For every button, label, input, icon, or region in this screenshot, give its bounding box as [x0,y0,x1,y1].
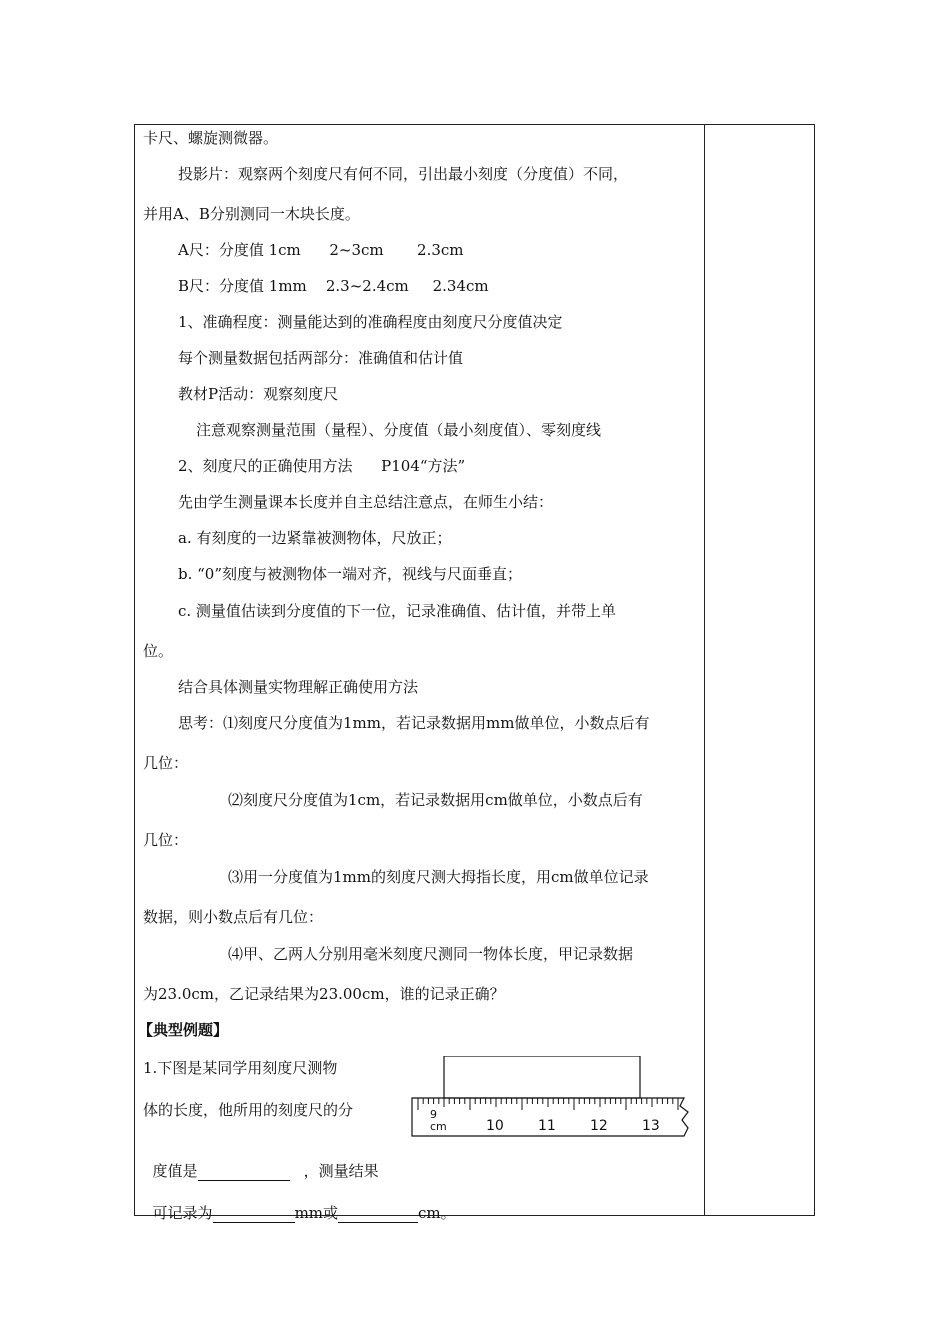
answer-blank[interactable] [213,1206,295,1223]
section-title: 【典型例题】 [138,1021,229,1039]
text-line: 2、刻度尺的正确使用方法 P104“方法” [178,457,466,475]
ruler-unit-label: cm [430,1120,447,1133]
text-line: 并用A、B分别测同一木块长度。 [143,205,360,223]
text-line: a. 有刻度的一边紧靠被测物体，尺放正； [178,529,452,547]
text-line: 几位： [143,831,189,849]
ruler-label-12: 12 [590,1118,608,1134]
text-line: 1、准确程度：测量能达到的准确程度由刻度尺分度值决定 [178,313,563,331]
example-line: 体的长度，他所用的刻度尺的分 [143,1101,354,1119]
example-line [143,1183,456,1223]
example-text: mm或 [294,1204,339,1222]
text-line: A尺：分度值 1cm 2~3cm 2.3cm [178,241,464,259]
ruler-figure [404,1056,704,1146]
text-line: 为23.0cm，乙记录结果为23.00cm，谁的记录正确？ [143,985,505,1003]
ruler-start-label: 9 [430,1108,437,1121]
text-line: 几位： [143,754,189,772]
example-text: 度值是 [152,1162,198,1180]
example-text: ，测量结果 [303,1162,379,1180]
measured-block [444,1056,640,1098]
text-line: ⑵刻度尺分度值为1cm，若记录数据用cm做单位，小数点后有 [228,791,643,809]
text-line: 位。 [143,642,174,660]
text-line: ⑶用一分度值为1mm的刻度尺测大拇指长度，用cm做单位记录 [228,868,649,886]
column-divider [704,124,705,1216]
ruler-label-13: 13 [642,1118,660,1134]
example-text: cm。 [418,1204,456,1222]
text-line: b. “0”刻度与被测物体一端对齐，视线与尺面垂直； [178,565,523,583]
text-line: 先由学生测量课本长度并自主总结注意点，在师生小结： [178,493,554,511]
ruler-label-11: 11 [538,1118,556,1134]
example-line: 1.下图是某同学用刻度尺测物 [143,1059,338,1077]
text-line: 卡尺、螺旋测微器。 [143,129,279,147]
ruler-label-10: 10 [486,1118,504,1134]
text-line: B尺：分度值 1mm 2.3~2.4cm 2.34cm [178,277,489,295]
ruler-ticks [418,1098,678,1110]
answer-blank[interactable] [338,1206,418,1223]
text-line: 注意观察测量范围（量程）、分度值（最小刻度值）、零刻度线 [196,421,602,439]
text-line: 投影片：观察两个刻度尺有何不同，引出最小刻度（分度值）不同， [178,165,629,183]
example-text: 可记录为 [152,1204,213,1222]
answer-blank[interactable] [198,1164,290,1181]
text-line: 数据，则小数点后有几位： [143,908,324,926]
text-line: 每个测量数据包括两部分：准确值和估计值 [178,349,464,367]
text-line: c. 测量值估读到分度值的下一位，记录准确值、估计值，并带上单 [178,602,616,620]
text-line: 思考：⑴刻度尺分度值为1mm，若记录数据用mm做单位，小数点后有 [178,714,650,732]
text-line: 结合具体测量实物理解正确使用方法 [178,678,419,696]
text-line: 教材P活动：观察刻度尺 [178,385,339,403]
example-line [143,1141,379,1181]
text-line: ⑷甲、乙两人分别用毫米刻度尺测同一物体长度，甲记录数据 [228,945,634,963]
